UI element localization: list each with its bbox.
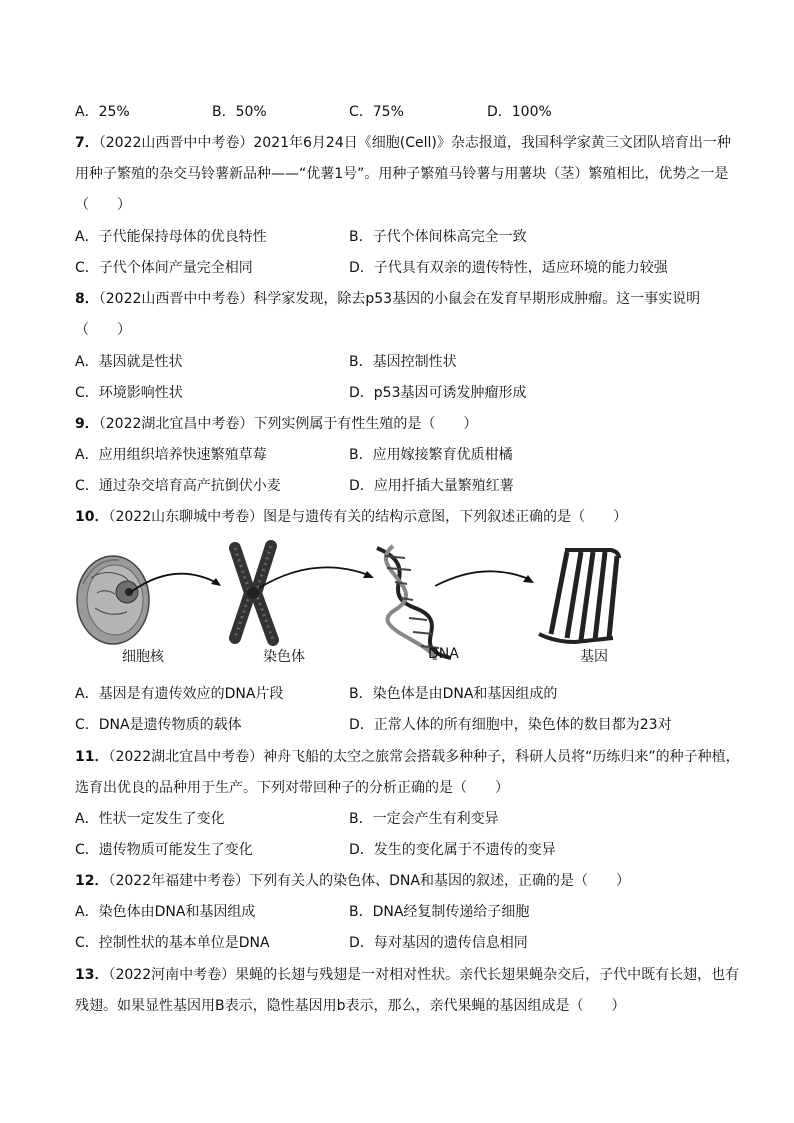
q11-option-b: B．一定会产生有利变异 [349, 811, 499, 827]
q8-text: （2022山西晋中中考卷）科学家发现，除去p53基因的小鼠会在发育早期形成肿瘤。这一事实说明 [98, 291, 701, 307]
q12-option-b: B．DNA经复制传递给子细胞 [349, 904, 530, 920]
q6-option-c: C．75% [349, 104, 404, 120]
q7-option-a: A．子代能保持母体的优良特性 [75, 229, 267, 245]
q7-option-d: D．子代具有双亲的遗传特性，适应环境的能力较强 [349, 260, 668, 276]
arrow-3-head [523, 575, 534, 583]
q8-option-a: A．基因就是性状 [75, 354, 183, 370]
dna-helix-illustration [377, 546, 451, 660]
genetics-structure-figure [75, 538, 735, 668]
q13-stem-line1 [75, 965, 739, 985]
q9-text: （2022湖北宜昌中考卷）下列实例属于有性生殖的是（ ） [98, 416, 478, 432]
q6-option-a: A．25% [75, 104, 130, 120]
cell-nucleus-illustration [77, 556, 149, 644]
arrow-1-head [211, 578, 221, 586]
q11-option-d: D．发生的变化属于不遗传的变异 [349, 842, 556, 858]
q7-stem-line2: 用种子繁殖的杂交马铃薯新品种——“优薯1号”。用种子繁殖马铃薯与用薯块（茎）繁殖相比，优势之一是 [75, 166, 729, 182]
q10-option-d: D．正常人体的所有细胞中，染色体的数目都为23对 [349, 717, 672, 733]
label-dna: DNA [428, 646, 459, 662]
q12-text: （2022年福建中考卷）下列有关人的染色体、DNA和基因的叙述，正确的是（ ） [108, 873, 630, 889]
q10-option-c: C．DNA是遗传物质的载体 [75, 717, 242, 733]
q8-option-c: C．环境影响性状 [75, 385, 183, 401]
q9-option-b: B．应用嫁接繁育优质柑橘 [349, 447, 513, 463]
q7-text: （2022山西晋中中考卷）2021年6月24日《细胞(Cell)》杂志报道，我国科学家黄三文团队培育出一种 [98, 135, 731, 151]
q12-stem-line1 [75, 871, 630, 891]
q7-option-b: B．子代个体间株高完全一致 [349, 229, 527, 245]
q9-stem-line1 [75, 414, 477, 434]
q10-stem-line1 [75, 507, 627, 527]
q10-option-b: B．染色体是由DNA和基因组成的 [349, 686, 558, 702]
q7-answer-blank: （ ） [75, 197, 131, 213]
label-gene: 基因 [580, 649, 608, 665]
q13-stem-line2: 残翅。如果显性基因用B表示，隐性基因用b表示，那么，亲代果蝇的基因组成是（ ） [75, 998, 626, 1014]
q11-stem-line2: 选育出优良的品种用于生产。下列对带回种子的分析正确的是（ ） [75, 780, 509, 796]
q9-option-a: A．应用组织培养快速繁殖草莓 [75, 447, 267, 463]
label-cell-nucleus: 细胞核 [122, 649, 164, 665]
q11-number: 11． [75, 749, 109, 765]
q6-option-b: B．50% [212, 104, 267, 120]
q12-number: 12． [75, 873, 109, 889]
q13-text: （2022河南中考卷）果蝇的长翅与残翅是一对相对性状。亲代长翅果蝇杂交后，子代中既有长翅，也有 [108, 967, 740, 983]
q7-option-c: C．子代个体间产量完全相同 [75, 260, 253, 276]
q8-stem-line1 [75, 289, 700, 309]
q7-number: 7． [75, 135, 99, 151]
q12-option-c: C．控制性状的基本单位是DNA [75, 935, 270, 951]
q11-option-c: C．遗传物质可能发生了变化 [75, 842, 253, 858]
q8-answer-blank: （ ） [75, 322, 131, 338]
gene-segment-illustration [539, 550, 619, 642]
q10-number: 10． [75, 509, 109, 525]
arrow-2 [259, 567, 371, 588]
q8-option-d: D．p53基因可诱发肿瘤形成 [349, 385, 527, 401]
q12-option-a: A．染色体由DNA和基因组成 [75, 904, 256, 920]
q9-option-c: C．通过杂交培育高产抗倒伏小麦 [75, 478, 281, 494]
q10-text: （2022山东聊城中考卷）图是与遗传有关的结构示意图，下列叙述正确的是（ ） [108, 509, 628, 525]
q11-text: （2022湖北宜昌中考卷）神舟飞船的太空之旅常会搭载多种种子，科研人员将“历练归来”的种子种植， [108, 749, 740, 765]
q11-option-a: A．性状一定发生了变化 [75, 811, 225, 827]
q9-number: 9． [75, 416, 99, 432]
q12-option-d: D．每对基因的遗传信息相同 [349, 935, 528, 951]
q8-number: 8． [75, 291, 99, 307]
arrow-3 [435, 571, 531, 586]
label-chromosome: 染色体 [263, 649, 305, 665]
q9-option-d: D．应用扦插大量繁殖红薯 [349, 478, 514, 494]
q10-option-a: A．基因是有遗传效应的DNA片段 [75, 686, 284, 702]
q11-stem-line1 [75, 747, 740, 767]
q8-option-b: B．基因控制性状 [349, 354, 457, 370]
q13-number: 13． [75, 967, 109, 983]
q6-option-d: D．100% [487, 104, 552, 120]
chromosome-illustration [235, 546, 273, 640]
q7-stem-line1 [75, 133, 731, 153]
